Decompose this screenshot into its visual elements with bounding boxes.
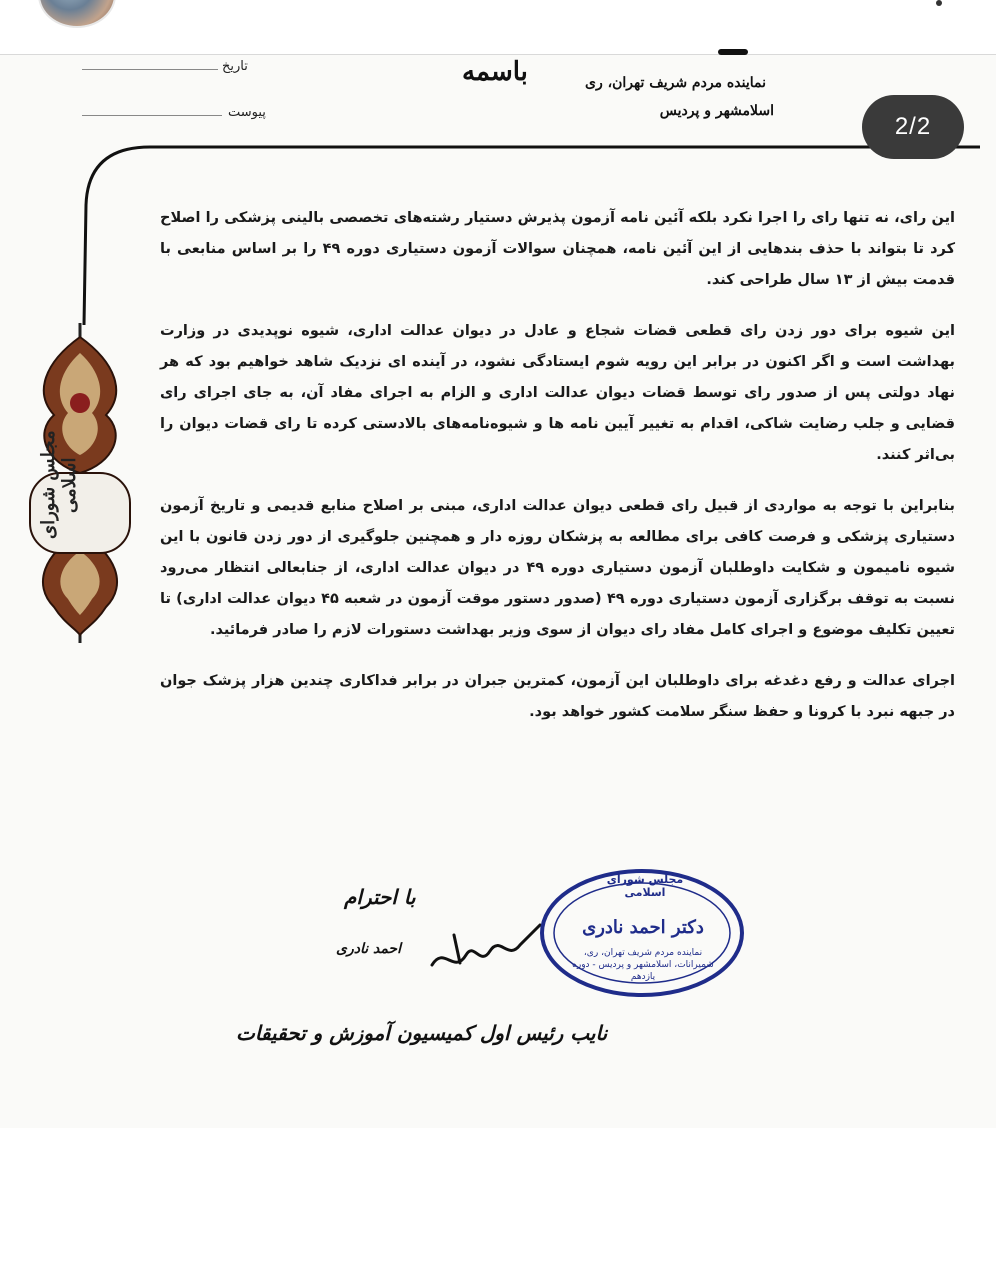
top-bar xyxy=(0,0,996,54)
attachment-line xyxy=(82,115,222,116)
bismillah-calligraphy: باسمه xyxy=(462,57,528,87)
letter-image xyxy=(0,54,996,1129)
letter-paragraph: اجرای عدالت و رفع دغدغه برای داوطلبان این آزمون، کمترین جبران در برابر فداکاری چندین هزار پزشک جوان در جبهه نبرد با کرونا و حفظ سنگر سلامت کشور خواهد بود. xyxy=(160,673,955,720)
more-options-icon[interactable] xyxy=(936,0,942,6)
closing-phrase: با احترام xyxy=(344,885,416,909)
parliament-emblem-text: مجلس شورای اسلامی xyxy=(38,430,80,540)
letter-paragraph: این شیوه برای دور زدن رای قطعی قضات شجاع و عادل در دیوان عدالت اداری، شیوه نوپدیدی در وزارت بهداشت است و اگر اکنون در برابر این رویه شوم ایستادگی نشود، در آینده ای نزدیک شاهد خواهیم بود که هر نهاد دولتی پس از صدور رای توسط قضات دیوان عدالت اداری و الزام به اجرای مفاد آن، به جای اجرای رای قضایی و جلب رضایت شاکی، اقدام به تغییر آیین نامه ها و شیوه‌نامه‌های بالادستی کرده تا رای قضات دیوان را بی‌اثر کنند. xyxy=(160,323,955,463)
signer-title: نایب رئیس اول کمیسیون آموزش و تحقیقات xyxy=(236,1021,608,1045)
profile-avatar[interactable] xyxy=(38,0,116,28)
date-label: تاریخ xyxy=(222,59,248,74)
stamp-header: مجلس شورای اسلامی xyxy=(606,873,684,899)
letter-paragraph: این رای، نه تنها رای را اجرا نکرد بلکه آئین نامه آزمون پذیرش دستیار رشته‌های تخصصی بالینی پزشکی را اصلاح کرد تا بتواند با حذف بندهایی از این آئین نامه، همچنان سوالات آزمون دستیاری دوره ۴۹ را بر اساس منابعی با قدمت بیش از ۱۳ سال طراحی کند. xyxy=(160,210,956,288)
representative-line-1: نماینده مردم شریف تهران، ری xyxy=(584,75,766,91)
bottom-blank-area xyxy=(0,1128,996,1276)
representative-line-2: اسلامشهر و پردیس xyxy=(659,103,774,119)
letter-paragraph: بنابراین با توجه به مواردی از قبیل رای قطعی دیوان عدالت اداری، مبنی بر اصلاح منابع قدیمی و تاریخ آزمون دستیاری پزشکی و فرصت کافی برای مطالعه به پزشکان روزه دار و همچنین جلوگیری از دور زدن قانون با این شیوه نامیمون و شکایت داوطلبان آزمون دستیاری دوره ۴۹ در دیوان عدالت اداری، از جنابعالی انتظار می‌رود نسبت به توقف برگزاری آزمون دستیاری دوره ۴۹ (صدور دستور موقت آزمون در شعبه ۴۵ دیوان عدالت اداری) تا تعیین تکلیف موضوع و اجرای کامل مفاد رای دیوان از سوی وزیر بهداشت دستورات لازم را صادر فرمائید. xyxy=(160,498,955,638)
signer-name: احمد نادری xyxy=(336,941,401,957)
letter-body xyxy=(160,203,955,748)
page-counter-badge: 2/2 xyxy=(862,95,964,159)
date-line xyxy=(82,69,218,70)
handwritten-signature xyxy=(424,905,544,985)
attachment-label: پیوست xyxy=(228,105,266,120)
stamp-subtitle: نماینده مردم شریف تهران، ری، شمیرانات، اسلامشهر و پردیس - دوره یازدهم xyxy=(572,948,714,982)
stamp-name: دکتر احمد نادری xyxy=(582,917,704,938)
header-mark xyxy=(718,49,748,55)
